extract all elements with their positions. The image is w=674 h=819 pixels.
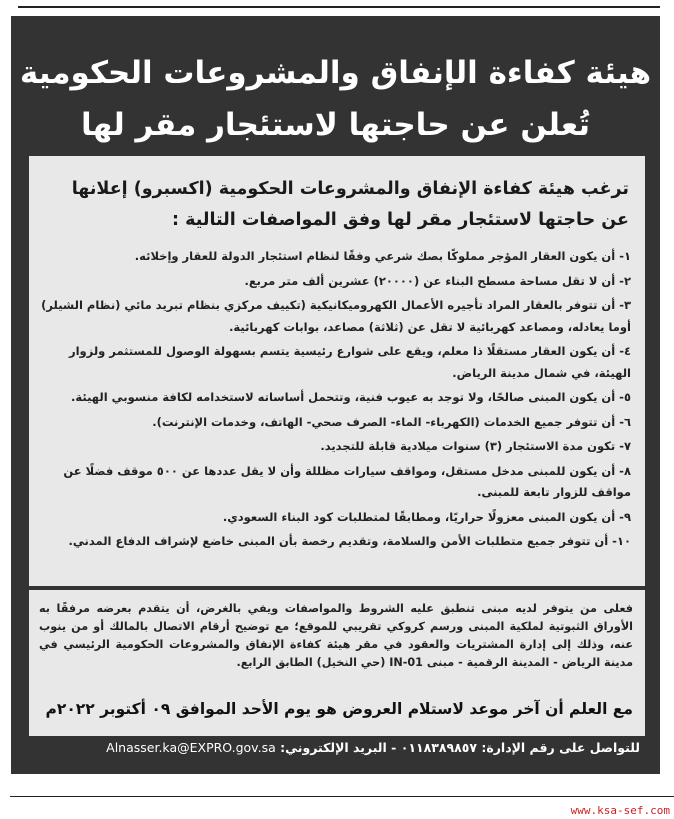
requirement-item: ٨- أن يكون للمبنى مدخل مستقل، ومواقف سيارات مظللة وأن لا يقل عددها عن ٥٠٠ موقف فضلًا عن مواقف للزوار تابعة للمبنى. <box>63 463 631 499</box>
source-website-url[interactable]: www.ksa-sef.com <box>570 804 670 817</box>
contact-email[interactable]: Alnasser.ka@EXPRO.gov.sa <box>106 740 276 755</box>
requirement-item: ٧- تكون مدة الاستئجار (٣) سنوات ميلادية قابلة للتجديد. <box>320 439 631 453</box>
requirements-panel <box>29 156 645 586</box>
requirement-item: ٦- أن تتوفر جميع الخدمات (الكهرباء- الماء- الصرف صحي- الهاتف، وخدمات الإنترنت). <box>152 414 631 429</box>
requirements-list <box>39 246 631 553</box>
contact-label: للتواصل على رقم الإدارة: ٠١١٨٣٨٩٨٥٧ - البريد الإلكتروني: <box>280 740 640 755</box>
requirement-item: ٩- أن يكون المبنى معزولًا حراريًا، ومطابقًا لمتطلبات كود البناء السعودي. <box>222 509 631 524</box>
deadline-text: مع العلم أن آخر موعد لاستلام العروض هو يوم الأحد الموافق ٠٩ أكتوبر ٢٠٢٢م <box>45 700 633 718</box>
submission-instructions: فعلى من يتوفر لديه مبنى تنطبق عليه الشروط والمواصفات ويفي بالغرض، أن يتقدم بعرضه مرفقًا به الأوراق الثبوتية لملكية المبنى ورسم كروكي تقريبي للموقع؛ مع توضيح أرقام الاتصال بالمالك أو من ينوب عنه، وذلك إلى إدارة المشتريات والعقود في مقر هيئة كفاءة الإنفاق والمشروعات الحكومية الرئيسي في مدينة الرياض - المدينة الرقمية - مبنى IN-01 (حي النخيل) الطابق الرابع. <box>39 602 633 669</box>
requirement-item: ٣- أن تتوفر بالعقار المراد تأجيره الأعمال الكهروميكانيكية (تكييف مركزي بنظام تبريد مائي (نظام الشيلر) أوما يعادله، ومصاعد كهربائية لا تقل عن (ثلاثة) مصاعد، بوابات كهربائية. <box>41 298 631 334</box>
intro-text: ترغب هيئة كفاءة الإنفاق والمشروعات الحكومية (اكسبرو) إعلانها عن حاجتها لاستئجار مقر لها وفق المواصفات التالية : <box>71 179 629 230</box>
requirement-item: ١٠- أن تتوفر جميع متطلبات الأمن والسلامة، وتقديم رخصة بأن المبنى خاضع لإشراف الدفاع المدني. <box>68 534 631 548</box>
headline-authority-name: هيئة كفاءة الإنفاق والمشروعات الحكومية <box>19 55 652 91</box>
requirement-item: ٤- أن يكون العقار مستقلًا ذا معلم، ويقع على شوارع رئيسية يتسم بسهولة الوصول للمستثمر ولزوار الهيئة، في شمال مدينة الرياض. <box>68 344 631 380</box>
headline-announcement: تُعلن عن حاجتها لاستئجار مقر لها <box>80 107 591 143</box>
advertisement-box <box>11 16 660 774</box>
requirement-item: ١- أن يكون العقار المؤجر مملوكًا بصك شرعي وفقًا لنظام استئجار الدولة للعقار وإخلائه. <box>134 249 631 263</box>
top-rule <box>18 6 660 8</box>
contact-line <box>31 740 640 755</box>
bottom-rule <box>10 796 674 797</box>
requirement-item: ٥- أن يكون المبنى صالحًا، ولا توجد به عيوب فنية، وتتحمل أساساته لاستخدامه لكافة منسوبي الهيئة. <box>71 390 631 404</box>
submission-panel <box>29 590 645 736</box>
requirement-item: ٢- أن لا تقل مساحة مسطح البناء عن (٢٠٠٠٠) عشرين ألف متر مربع. <box>244 273 631 288</box>
